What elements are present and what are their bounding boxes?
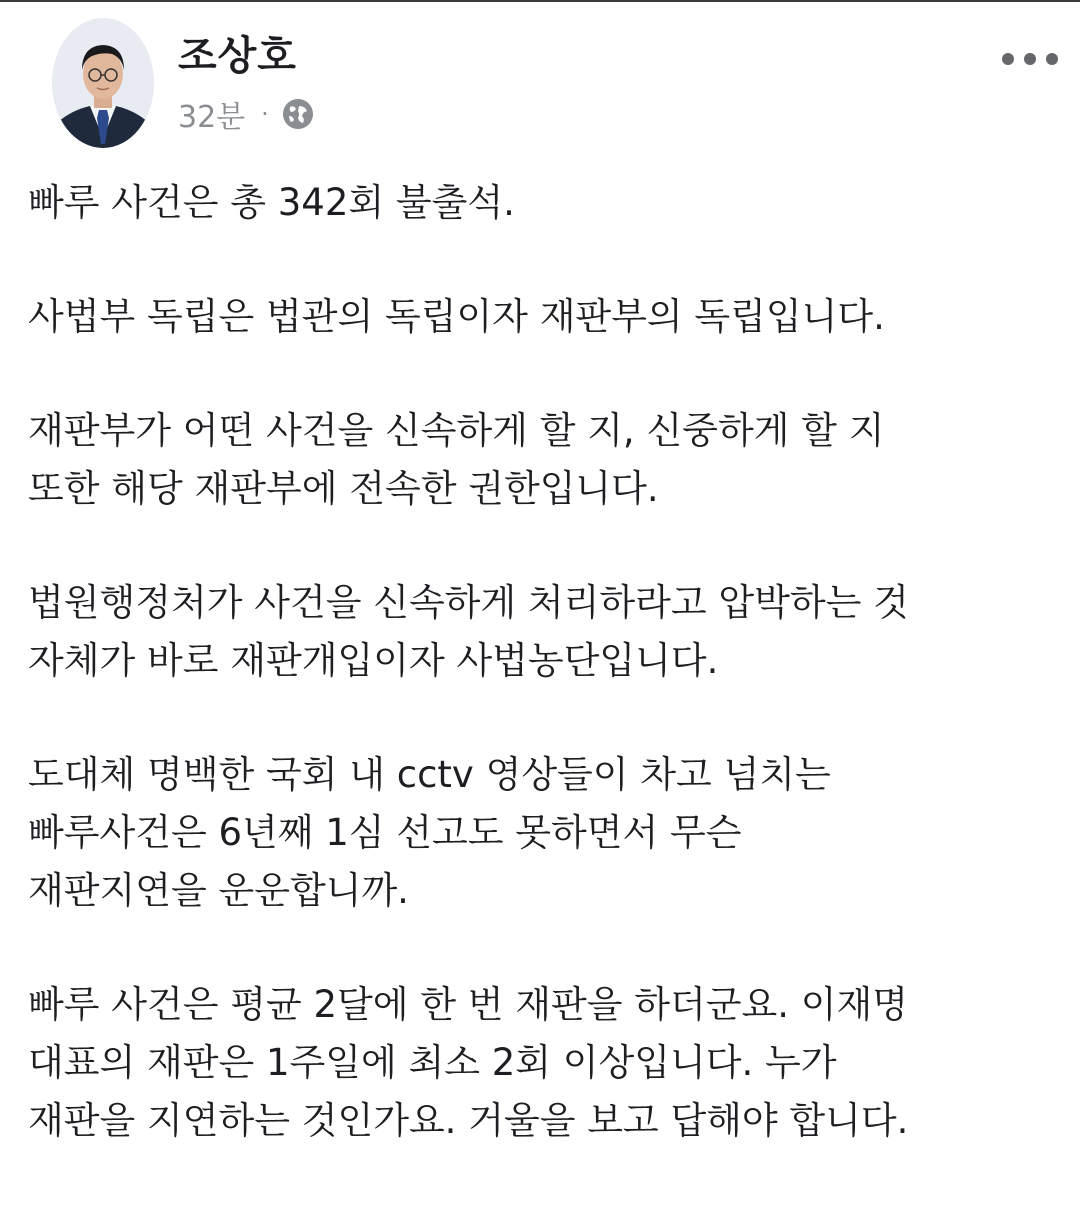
post-paragraph [28, 402, 1058, 518]
post-line: 또한 해당 재판부에 전속한 권한입니다. [28, 467, 659, 510]
post-paragraph [28, 574, 1058, 690]
globe-icon[interactable] [281, 97, 315, 131]
post-paragraph [28, 976, 1058, 1150]
post-body [28, 174, 1058, 1206]
post-line: 법원행정처가 사건을 신속하게 처리하라고 압박하는 것 [28, 581, 909, 624]
post-paragraph [28, 746, 1058, 920]
post-meta [178, 94, 315, 134]
avatar-photo-icon [52, 18, 154, 148]
more-horizontal-icon[interactable] [1002, 44, 1058, 74]
post-line: 재판지연을 운운합니까. [28, 869, 409, 912]
more-dot [1002, 53, 1014, 65]
post-paragraph [28, 288, 1058, 346]
post-line: 사법부 독립은 법관의 독립이자 재판부의 독립입니다. [28, 295, 885, 338]
post-line: 빠루 사건은 총 342회 불출석. [28, 181, 515, 224]
post-paragraph [28, 174, 1058, 232]
post-line: 자체가 바로 재판개입이자 사법농단입니다. [28, 639, 719, 682]
post-timestamp[interactable]: 32분 [178, 100, 246, 135]
post-line: 재판부가 어떤 사건을 신속하게 할 지, 신중하게 할 지 [28, 409, 885, 452]
post-line: 빠루사건은 6년째 1심 선고도 못하면서 무슨 [28, 811, 742, 854]
top-border [0, 0, 1080, 2]
author-name[interactable]: 조상호 [178, 33, 297, 79]
more-dot [1046, 53, 1058, 65]
post-line: 도대체 명백한 국회 내 cctv 영상들이 차고 넘치는 [28, 753, 831, 796]
post-line: 재판을 지연하는 것인가요. 거울을 보고 답해야 합니다. [28, 1099, 909, 1142]
more-dot [1024, 53, 1036, 65]
post-line: 대표의 재판은 1주일에 최소 2회 이상입니다. 누가 [28, 1041, 837, 1084]
meta-separator: · [261, 100, 269, 128]
author-avatar[interactable] [52, 18, 154, 148]
post-line: 빠루 사건은 평균 2달에 한 번 재판을 하더군요. 이재명 [28, 983, 908, 1026]
